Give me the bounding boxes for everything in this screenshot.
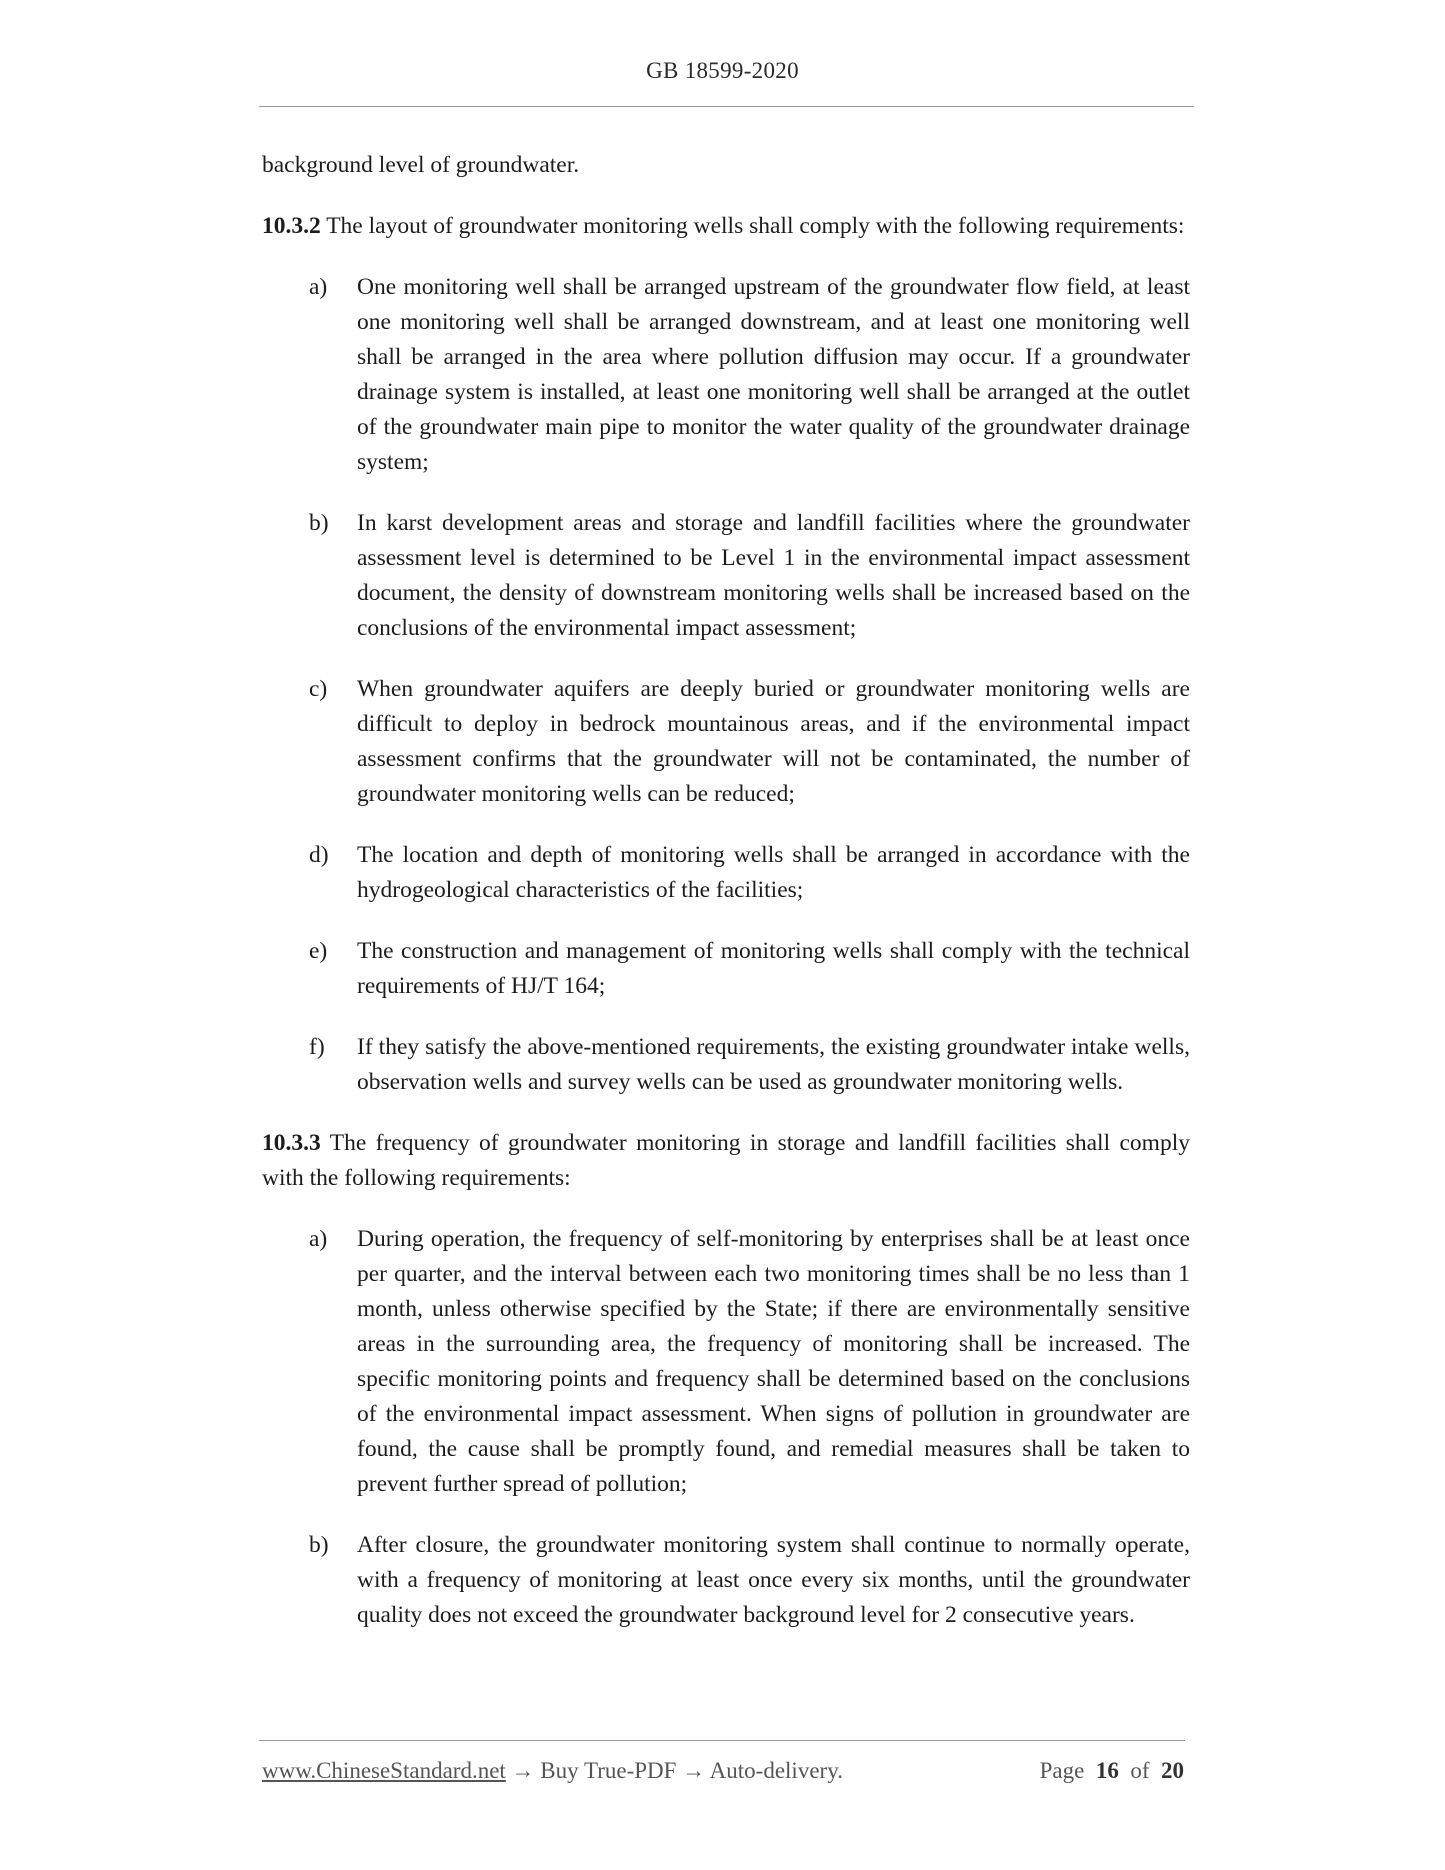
list-item-text: After closure, the groundwater monitoring system shall continue to normally operate, with a frequency of monitoring at least once every six months, until the groundwater quality does not exceed the groundwater background level for 2 consecutive years. <box>357 1532 1190 1628</box>
clause-10-3-3-list <box>262 1222 1190 1633</box>
list-item <box>262 1222 1190 1502</box>
clause-10-3-2 <box>262 209 1190 244</box>
page-number <box>1040 1758 1184 1784</box>
list-item <box>262 506 1190 646</box>
page-label: Page <box>1039 1758 1085 1783</box>
list-item <box>262 1030 1190 1100</box>
list-item-text: If they satisfy the above-mentioned requirements, the existing groundwater intake wells, observation wells and survey wells can be used as groundwater monitoring wells. <box>357 1034 1190 1095</box>
list-marker: f) <box>309 1034 325 1060</box>
clause-text: The layout of groundwater monitoring wells shall comply with the following requirements: <box>320 213 1185 239</box>
footer-divider <box>259 1740 1185 1741</box>
buy-text: Buy True-PDF <box>540 1758 677 1783</box>
arrow-icon: → <box>682 1758 706 1783</box>
list-item <box>262 934 1190 1004</box>
list-item <box>262 1528 1190 1633</box>
page-total: 20 <box>1161 1758 1184 1783</box>
header-divider <box>259 106 1194 107</box>
list-marker: a) <box>309 274 328 300</box>
clause-10-3-2-list <box>262 270 1190 1100</box>
page-header-title: GB 18599-2020 <box>646 58 799 83</box>
list-item-text: The location and depth of monitoring wells shall be arranged in accordance with the hydrogeological characteristics of the facilities; <box>357 842 1190 903</box>
list-marker: b) <box>309 510 329 536</box>
arrow-icon: → <box>511 1758 535 1783</box>
clause-number: 10.3.3 <box>262 1130 321 1156</box>
clause-number: 10.3.2 <box>262 213 321 239</box>
list-marker: c) <box>309 676 328 702</box>
list-marker: b) <box>309 1532 329 1558</box>
site-link[interactable]: www.ChineseStandard.net <box>262 1758 506 1783</box>
list-item-text: When groundwater aquifers are deeply buried or groundwater monitoring wells are difficult to deploy in bedrock mountainous areas, and if the environmental impact assessment confirms that the groundwater will not be contaminated, the number of groundwater monitoring wells can be reduced; <box>357 676 1190 807</box>
page-of: of <box>1130 1758 1150 1783</box>
list-marker: e) <box>309 938 328 964</box>
delivery-text: Auto-delivery. <box>709 1758 843 1783</box>
list-marker: a) <box>309 1226 328 1252</box>
clause-text: The frequency of groundwater monitoring in storage and landfill facilities shall comply with the following requirements: <box>262 1130 1190 1191</box>
list-item <box>262 270 1190 480</box>
list-item-text: The construction and management of monitoring wells shall comply with the technical requirements of HJ/T 164; <box>357 938 1190 999</box>
footer-promo <box>262 1758 843 1784</box>
list-item <box>262 672 1190 812</box>
list-item <box>262 838 1190 908</box>
list-item-text: During operation, the frequency of self-monitoring by enterprises shall be at least once per quarter, and the interval between each two monitoring times shall be no less than 1 month, unless otherwise specified by the State; if there are environmentally sensitive areas in the surrounding area, the frequency of monitoring shall be increased. The specific monitoring points and frequency shall be determined based on the conclusions of the environmental impact assessment. When signs of pollution in groundwater are found, the cause shall be promptly found, and remedial measures shall be taken to prevent further spread of pollution; <box>357 1226 1190 1497</box>
clause-10-3-3 <box>262 1126 1190 1196</box>
page-current: 16 <box>1095 1758 1119 1783</box>
document-body <box>262 148 1190 1633</box>
list-item-text: One monitoring well shall be arranged upstream of the groundwater flow field, at least one monitoring well shall be arranged downstream, and at least one monitoring well shall be arranged in the area where pollution diffusion may occur. If a groundwater drainage system is installed, at least one monitoring well shall be arranged at the outlet of the groundwater main pipe to monitor the water quality of the groundwater drainage system; <box>357 274 1190 475</box>
continuation-text: background level of groundwater. <box>262 152 580 178</box>
list-marker: d) <box>309 842 329 868</box>
list-item-text: In karst development areas and storage and landfill facilities where the groundwater assessment level is determined to be Level 1 in the environmental impact assessment document, the density of downstream monitoring wells shall be increased based on the conclusions of the environmental impact assessment; <box>357 510 1190 641</box>
